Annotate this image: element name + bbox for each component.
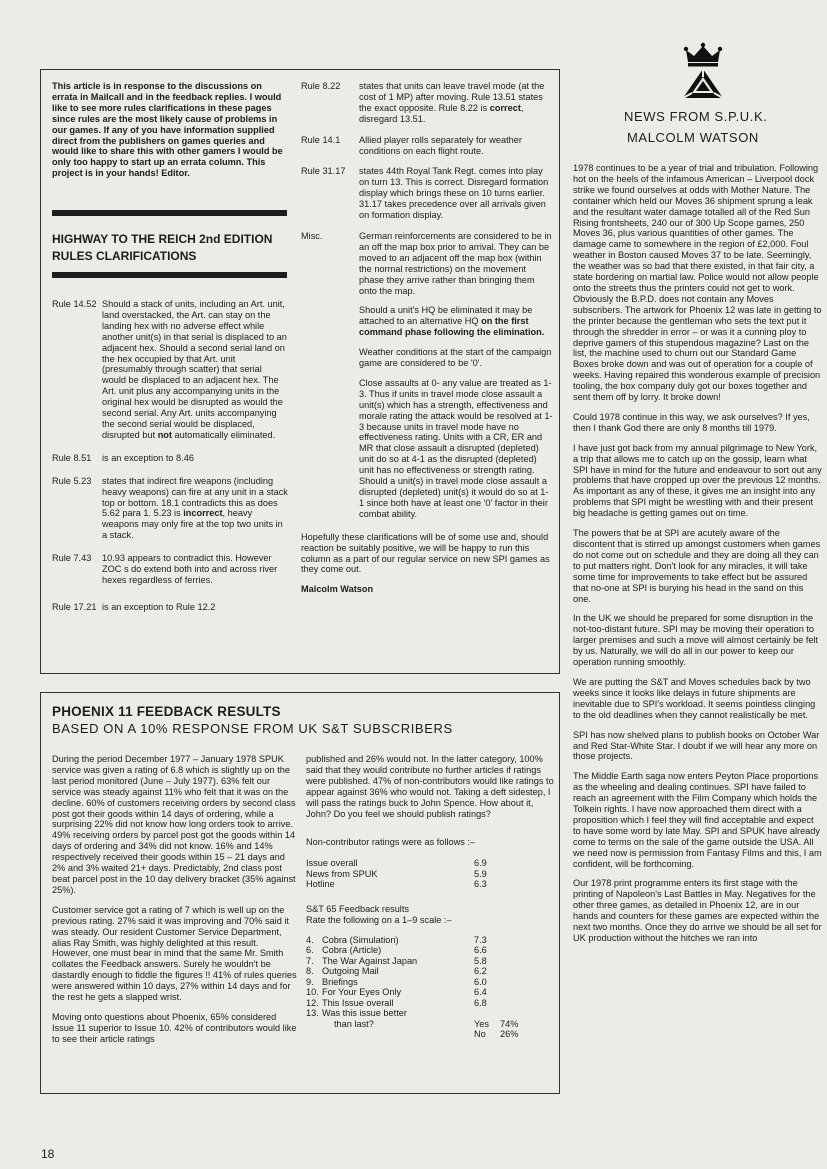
rule-entry xyxy=(301,231,553,520)
rule-entry xyxy=(52,476,288,541)
errata-closing: Hopefully these clarifications will be of some use and, should reaction be suitably positive, we will be happy to run this column as a part of our regular service on new SPI games as they come out. xyxy=(301,531,550,575)
st65-heading: S&T 65 Feedback results xyxy=(306,903,409,914)
rule-text: Allied player rolls separately for weather conditions on each flight route. xyxy=(359,134,522,156)
rating-row: News from SPUK 5.9 xyxy=(306,868,487,879)
rating-row: 6. Cobra (Article) 6.6 xyxy=(306,945,487,956)
rating-row: Issue overall 6.9 xyxy=(306,858,487,869)
news-body xyxy=(573,163,823,944)
errata-signature: Malcolm Watson xyxy=(301,584,374,595)
news-paragraph: 1978 continues to be a year of trial and tribulation. Following hot on the heels of the infamous American – Liverpool dock strike we found ourselves at odds with Mother Nature. The container which held our Moves 36 shipment sprung a leak and the resultant water damage totalled all of the Red Sun Rising frontsheets, 240 our of 300 Up Scope games, 250 Moves 36, plus various quantities of other games. The damage came to somewhere in the region of £2,000. Foul weather in Boston caused Moves 37 to be late. Seemingly, the weather was so bad that there existed, in that fair city, a state bordering on martial law. Police would not allow people onto the streets thus the printers could not get to work. Obviously the B.P.D. does not contain any Moves subscribers. The artwork for Phoenix 12 was late in getting to the printer because the gentleman who sets the text put it through the shredder in error – or was it a cunning ploy to deprive gamers of this stupendous magazine? Last on the list, the machine used to churn out our Standard Game Boxes broke down and was out of operation for a couple of weeks. Having repaired this wonderous example of precision tooling, the box company duly got our boxes together and sent them off by lorry. It broke down! xyxy=(573,163,822,403)
news-paragraph: I have just got back from my annual pilgrimage to New York, a trip that allows me to catch up on the gossip, learn what SPI have in mind for the future and endeavour to sort out any problems that have cropped up over the previous 12 months. As important as any of these, it gives me an insight into any problems that SPI might be wrestling with and their present big headache is getting games out on time. xyxy=(573,442,822,519)
divider-bar xyxy=(52,272,287,278)
rule-text: states 44th Royal Tank Regt. comes into play on turn 13. This is correct. Disregard formation display which brings these on 10 turns earlier. 31.17 takes precedence over all arrivals given on formation display. xyxy=(359,166,549,221)
rule-entry xyxy=(52,453,288,464)
feedback-right-column xyxy=(306,754,554,1040)
page-number: 18 xyxy=(41,1147,55,1161)
rating-row: 7. The War Against Japan 5.8 xyxy=(306,955,487,966)
errata-title: HIGHWAY TO THE REICH 2nd EDITION RULES CLARIFICATIONS xyxy=(52,232,273,263)
feedback-paragraph: During the period December 1977 – January 1978 SPUK service was given a rating of 6.8 which is slightly up on the last period monitored (June – July 1977). 63% felt our service was steady against 11% who felt that it was on the decline. 60% of customers receiving orders by second class post got their goods within 14 days of ordering, while a surprising 22% did not know how long orders took to arrive. 49% receiving orders by parcel post got the goods within 14 days of ordering and 34% did not know. 16% and 14% respectively received their goods within 15 – 21 days and 2% and 3% waited 21+ days. Predictably, 2nd class post beat parcel post in the 10 day delivery bracket (35% against 25%). xyxy=(52,754,296,895)
rule-label: Misc. xyxy=(301,230,323,241)
rule-entry xyxy=(301,81,553,125)
rating-row: 9. Briefings 6.0 xyxy=(306,976,487,987)
right-rules xyxy=(301,81,553,595)
left-rules xyxy=(52,299,288,613)
rule-text: German reinforcements are considered to be in an off the map box prior to arrival. They can be moved to an adjacent off the map box (within the normal restrictions) on the movement phase they arrive rather than bringing them onto the map. xyxy=(359,230,552,296)
feedback-subtitle: BASED ON A 10% RESPONSE FROM UK S&T SUBSCRIBERS xyxy=(52,721,453,736)
rule-entry xyxy=(52,299,288,441)
noncontrib-heading: Non-contributor ratings were as follows :– xyxy=(306,837,476,848)
rule-text: 10.93 appears to contradict this. However ZOC s do extend both into and across river hexes regardless of ferries. xyxy=(102,553,278,585)
news-paragraph: Could 1978 continue in this way, we ask ourselves? If yes, then I thank God there are only 8 months till 1979. xyxy=(573,411,810,433)
news-paragraph: We are putting the S&T and Moves schedules back by two weeks since it looks like delays in future shipments are inevitable due to SPI's workload. It seems pointless clinging to the old deadlines when they cannot realistically be met. xyxy=(573,676,816,720)
news-author: MALCOLM WATSON xyxy=(627,130,759,145)
editor-intro: This article is in response to the discussions on errata in Mailcall and in the feedback replies. I would like to see more rules clarifications in these pages since rules are the most likely cause of problems in our games. If any of you have information supplied direct from the publishers on games queries and would like to share this with other gamers I would be only too happy to start up an errata column. This project is in your hands! Editor. xyxy=(52,81,283,179)
rating-row: No 26% xyxy=(474,1029,519,1040)
rule-label: Rule 8.22 xyxy=(301,81,341,91)
rule-text: Weather conditions at the start of the campaign game are considered to be '0'. xyxy=(359,347,552,369)
rule-text: Should a stack of units, including an Art. unit, land overstacked, the Art. can stay on the landing hex with no adverse effect while another unit(s) in that serial is displaced to an adjacent hex. Should a second serial land on the hex occupied by that Art. unit (presumably through scatter) that serial would be displaced to an adjacent hex. The Art. unit plus any accompanying units in the original hex would be disrupted as would the second serial. Any Art. units accompanying the second serial would be displaced, disrupted but not automatically eliminated. xyxy=(102,299,287,440)
rule-entry xyxy=(301,135,553,157)
feedback-paragraph: Moving onto questions about Phoenix, 65% considered Issue 11 superior to Issue 10. 42% of contributors would like to see their article ratings xyxy=(52,1011,297,1044)
news-title: NEWS FROM S.P.U.K. xyxy=(624,109,768,124)
rule-text: states that indirect fire weapons (including heavy weapons) can fire at any unit in a stack top or bottom. 18.1 contradicts this as does 5.62 para 1. 5.23 is incorrect, heavy weapons may only fire at the top two units in a stack. xyxy=(102,475,288,541)
rule-label: Rule 17.21 xyxy=(52,601,97,612)
feedback-paragraph: Customer service got a rating of 7 which is well up on the previous rating. 27% said it was improving and 70% said it was steady. Our resident Customer Service Department, alias Ray Smith, was highly delighted at this result. However, one must bear in mind that the same Mr. Smith collates the Feedback answers. Surely he wouldn't be dastardly enough to fiddle the figures !! 41% of rules queries were answered within 10 days, 27% within 14 days and for the rest he gets a slapped wrist. xyxy=(52,904,297,1003)
crown-triangle-logo xyxy=(678,42,728,100)
rule-label: Rule 14.52 xyxy=(52,299,97,309)
news-paragraph: SPI has now shelved plans to publish books on October War and Red Star-White Star. I doubt if we will hear any more on those projects. xyxy=(573,729,820,762)
rule-entry xyxy=(52,602,288,613)
rule-text: Close assaults at 0- any value are treated as 1-3. Thus if units in travel mode close assault a unit(s) which has a strength, effectiveness and morale rating the attack would be resolved at 1-3 because units in travel mode have no effectiveness rating. Units with a CR, ER and MR that close assault a disrupted (depleted) unit do so at 4-1 as the disrupted (depleted) unit has no effectiveness or strength rating. Should a unit(s) in travel mode close assault a disrupted (depleted) unit(s) it would do so at 1-1 since both have at least one '0' factor in their combat ability. xyxy=(359,377,553,519)
rule-label: Rule 31.17 xyxy=(301,166,346,177)
rule-text: is an exception to 8.46 xyxy=(102,452,194,463)
st65-ratings xyxy=(306,935,554,1040)
news-paragraph: The Middle Earth saga now enters Peyton Place proportions as the wheeling and dealing continues. SPI have failed to reach an agreement with the Film Company which holds the Tolkein rights. I have now approached them direct with a proposition which I feel they will find acceptable and expect to have some word by late May. SPI and SPUK have already come to terms on the sale of the game outside the USA. All we need now is permission from Fantasy Films and this, I am confident, will be forthcoming. xyxy=(573,771,822,869)
rule-label: Rule 7.43 xyxy=(52,553,92,564)
feedback-paragraph: published and 26% would not. In the latter category, 100% said that they would contribute no further articles if ratings were published. 47% of non-contributors would like ratings to appear against 36% who would not. Taking a deft sidestep, I will pass the ratings buck to John Spence. How about it, John? Do you feel we should publish ratings? xyxy=(306,754,554,819)
rating-row: 8. Outgoing Mail 6.2 xyxy=(306,966,487,977)
divider-bar xyxy=(52,210,287,216)
rating-row: 10. For Your Eyes Only 6.4 xyxy=(306,987,487,998)
rule-label: Rule 5.23 xyxy=(52,475,92,486)
rating-row: 12. This Issue overall 6.8 xyxy=(306,997,487,1008)
noncontrib-ratings xyxy=(306,858,554,890)
rating-row: than last? Yes 74% xyxy=(334,1018,519,1029)
st65-subheading: Rate the following on a 1–9 scale :– xyxy=(306,914,452,925)
rule-label: Rule 8.51 xyxy=(52,452,92,463)
rule-entry xyxy=(52,553,288,586)
feedback-left-column xyxy=(52,754,298,1045)
rule-label: Rule 14.1 xyxy=(301,134,341,145)
news-paragraph: The powers that be at SPI are acutely aware of the discontent that is stirred up amongst customers when games do not come out on schedule and they are doing all they can to put matters right. Don't look for any miracles, it will take some time for improvements to take effect but be assured that no-one at SPI is burying his head in the sand on this one. xyxy=(573,528,821,604)
rating-row: 4. Cobra (Simulation) 7.3 xyxy=(306,934,487,945)
rating-row: 13. Was this issue better xyxy=(306,1008,407,1019)
news-paragraph: In the UK we should be prepared for some disruption in the not-too-distant future. SPI may be moving their operation to larger premises and such a move will almost certainly be felt by us. Naturally, we will do all in our power to keep our operation running smoothly. xyxy=(573,613,819,668)
rule-text: states that units can leave travel mode (at the cost of 1 MP) after moving. Rule 13.51 states the exact opposite. Rule 8.22 is correct, disregard 13.51. xyxy=(359,81,545,124)
rule-entry xyxy=(301,166,553,221)
rating-row: Hotline 6.3 xyxy=(306,879,487,890)
rule-text: Should a unit's HQ be eliminated it may be attached to an alternative HQ on the first command phase following the elimination. xyxy=(359,305,545,338)
rule-text: is an exception to Rule 12.2 xyxy=(102,601,216,612)
news-paragraph: Our 1978 print programme enters its first stage with the printing of Napoleon's Last Battles in May. Negatives for the other three games, as detailed in Phoenix 12, are in our hands and counters for these games are expected within the next two months. Once they do arrive we should be all set for UK production without the hitches we ran into xyxy=(573,878,822,943)
feedback-title: PHOENIX 11 FEEDBACK RESULTS xyxy=(52,704,281,719)
